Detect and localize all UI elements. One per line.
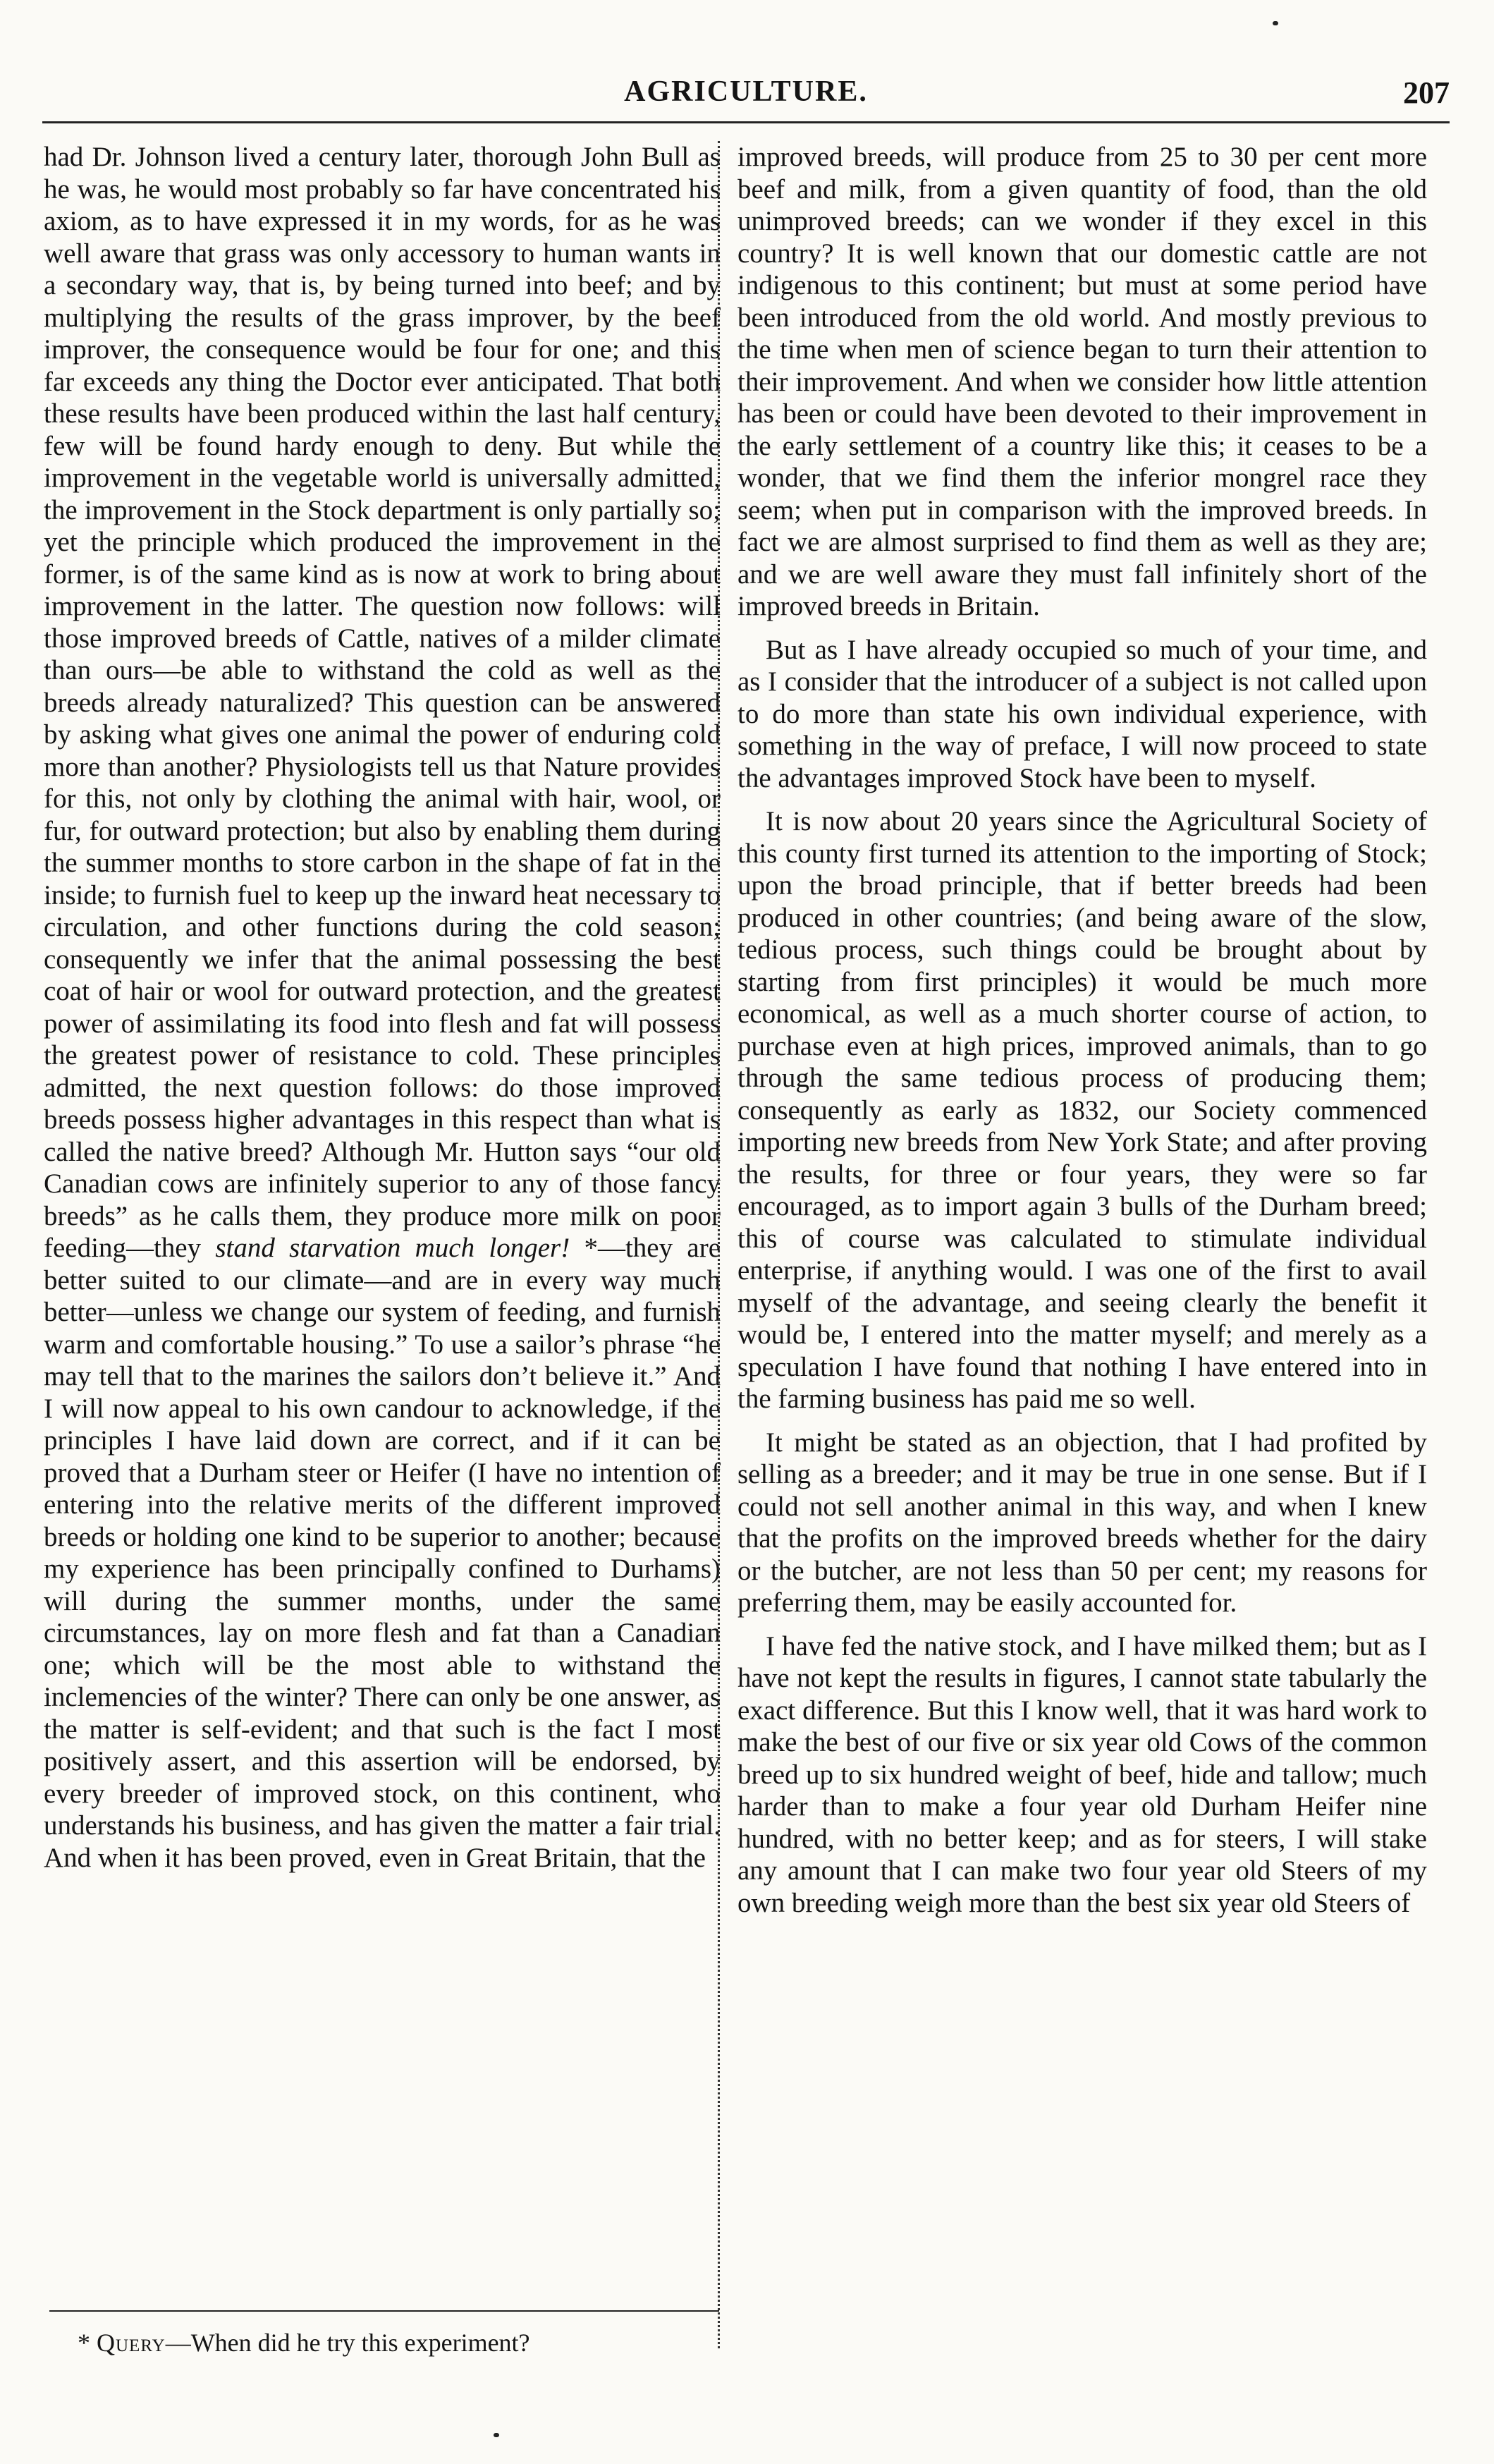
footnote-text: —When did he try this experiment?: [165, 2329, 530, 2357]
footnote-marker: *: [78, 2329, 97, 2357]
right-paragraph-5: I have fed the native stock, and I have milked them; but as I have not kept the results in figures, I cannot state tabularly the exact difference. But this I know well, that it was hard work to make the best of our five or six year old Cows of the common breed up to six hundred weight of beef, hide and tallow; much harder than to make a four year old Durham Heifer nine hundred, with no better keep; and as for steers, I will stake any amount that I can make two four year old Steers of my own breeding weigh more than the best six year old Steers of: [737, 1630, 1427, 1918]
footnote-key: Query: [97, 2329, 166, 2357]
left-paragraph-1-emphasis: stand starvation much longer!: [215, 1233, 570, 1263]
running-head: [42, 75, 1450, 117]
column-divider: [718, 141, 720, 2348]
left-paragraph-1-text-a: had Dr. Johnson lived a century later, thorough John Bull as he was, he would most probably so far have concentrated his axiom, as to have expressed it in my words, for as he was well aware that grass was only accessory to human wants in a secondary way, that is, by being turned into beef; and by multiplying the results of the grass improver, by the beef improver, the consequence would be four for one; and this far exceeds any thing the Doctor ever anticipated. That both these results have been produced within the last half century, few will be found hardy enough to deny. But while the improvement in the vegetable world is universally admitted, the improvement in the Stock department is only partially so; yet the principle which produced the improvement in the former, is of the same kind as is now at work to bring about improvement in the latter. The question now follows: will those improved breeds of Cattle, natives of a milder climate than ours—be able to withstand the cold as well as the breeds already naturalized? This question can be answered by asking what gives one animal the power of enduring cold more than another? Physiologists tell us that Nature provides for this, not only by clothing the animal with hair, wool, or fur, for outward protection; but also by enabling them during the summer months to store carbon in the shape of fat in the inside; to furnish fuel to keep up the inward heat necessary to circulation, and other functions during the cold season; consequently we infer that the animal possessing the best coat of hair or wool for outward protection, and the greatest power of assimilating its food into flesh and fat will possess the greatest power of resistance to cold. These principles admitted, the next question follows: do those improved breeds possess higher advantages in this respect than what is called the native breed? Although Mr. Hutton says “our old Canadian cows are infinitely superior to any of those fancy breeds” as he calls them, they produce more milk on poor feeding—they: [44, 142, 721, 1263]
print-speck: [1273, 21, 1278, 25]
running-title: AGRICULTURE.: [624, 75, 868, 108]
page-number: 207: [1403, 75, 1450, 110]
right-paragraph-3: It is now about 20 years since the Agricultural Society of this county first turned its attention to the importing of Stock; upon the broad principle, that if better breeds had been produced in other countries; (and being aware of the slow, tedious process, such things could be brought about by starting from first principles) it would be much more economical, as well as a much shorter course of action, to purchase even at high prices, improved animals, than to go through the same tedious process of producing them; consequently as early as 1832, our Society commenced importing new breeds from New York State; and after proving the results, for three or four years, they were so far encouraged, as to import again 3 bulls of the Durham breed; this of course was calculated to stimulate individual enterprise, if anything would. I was one of the first to avail myself of the advantage, and seeing clearly the benefit it would be, I entered into the matter myself; and merely as a speculation I have found that nothing I have entered into in the farming business has paid me so well.: [737, 806, 1427, 1414]
right-paragraph-2: But as I have already occupied so much of your time, and as I consider that the introducer of a subject is not called upon to do more than state his own individual experience, with something in the way of preface, I will now proceed to state the advantages improved Stock have been to myself.: [737, 634, 1427, 793]
header-rule: [42, 121, 1450, 123]
left-paragraph-1: [44, 141, 721, 1874]
right-paragraph-4: It might be stated as an objection, that I had profited by selling as a breeder; and it may be true in one sense. But if I could not sell another animal in this way, and when I knew that the profits on the improved breeds whether for the dairy or the butcher, are not less than 50 per cent; my reasons for preferring them, may be easily accounted for.: [737, 1427, 1427, 1618]
right-column: [737, 141, 1427, 1930]
footnote: [78, 2327, 712, 2358]
left-column: [44, 141, 721, 1885]
print-speck: [494, 2433, 499, 2437]
footnote-rule: [49, 2310, 719, 2312]
left-paragraph-1-text-b: *—they are better suited to our climate—and are in every way much better—unless we change our system of feeding, and furnish warm and comfortable housing.” To use a sailor’s phrase “he may tell that to the marines the sailors don’t believe it.” And I will now appeal to his own candour to acknowledge, if the principles I have laid down are correct, and if it can be proved that a Durham steer or Heifer (I have no intention of entering into the relative merits of the different improved breeds or holding one kind to be superior to another; because my experience has been principally confined to Durhams) will during the summer months, under the same circumstances, lay on more flesh and fat than a Canadian one; which will be the most able to withstand the inclemencies of the winter? There can only be one answer, as the matter is self-evident; and that such is the fact I most positively assert, and this assertion will be endorsed, by every breeder of improved stock, on this continent, who understands his business, and has given the matter a fair trial. And when it has been proved, even in Great Britain, that the: [44, 1233, 721, 1873]
right-paragraph-1: improved breeds, will produce from 25 to 30 per cent more beef and milk, from a given quantity of food, than the old unimproved breeds; can we wonder if they excel in this country? It is well known that our domestic cattle are not indigenous to this continent; but must at some period have been introduced from the old world. And mostly previous to the time when men of science began to turn their attention to their improvement. And when we consider how little attention has been or could have been devoted to their improvement in the early settlement of a country like this; it ceases to be a wonder, that we find them the inferior mongrel race they seem; when put in comparison with the improved breeds. In fact we are almost surprised to find them as well as they are; and we are well aware they must fall infinitely short of the improved breeds in Britain.: [737, 142, 1427, 621]
